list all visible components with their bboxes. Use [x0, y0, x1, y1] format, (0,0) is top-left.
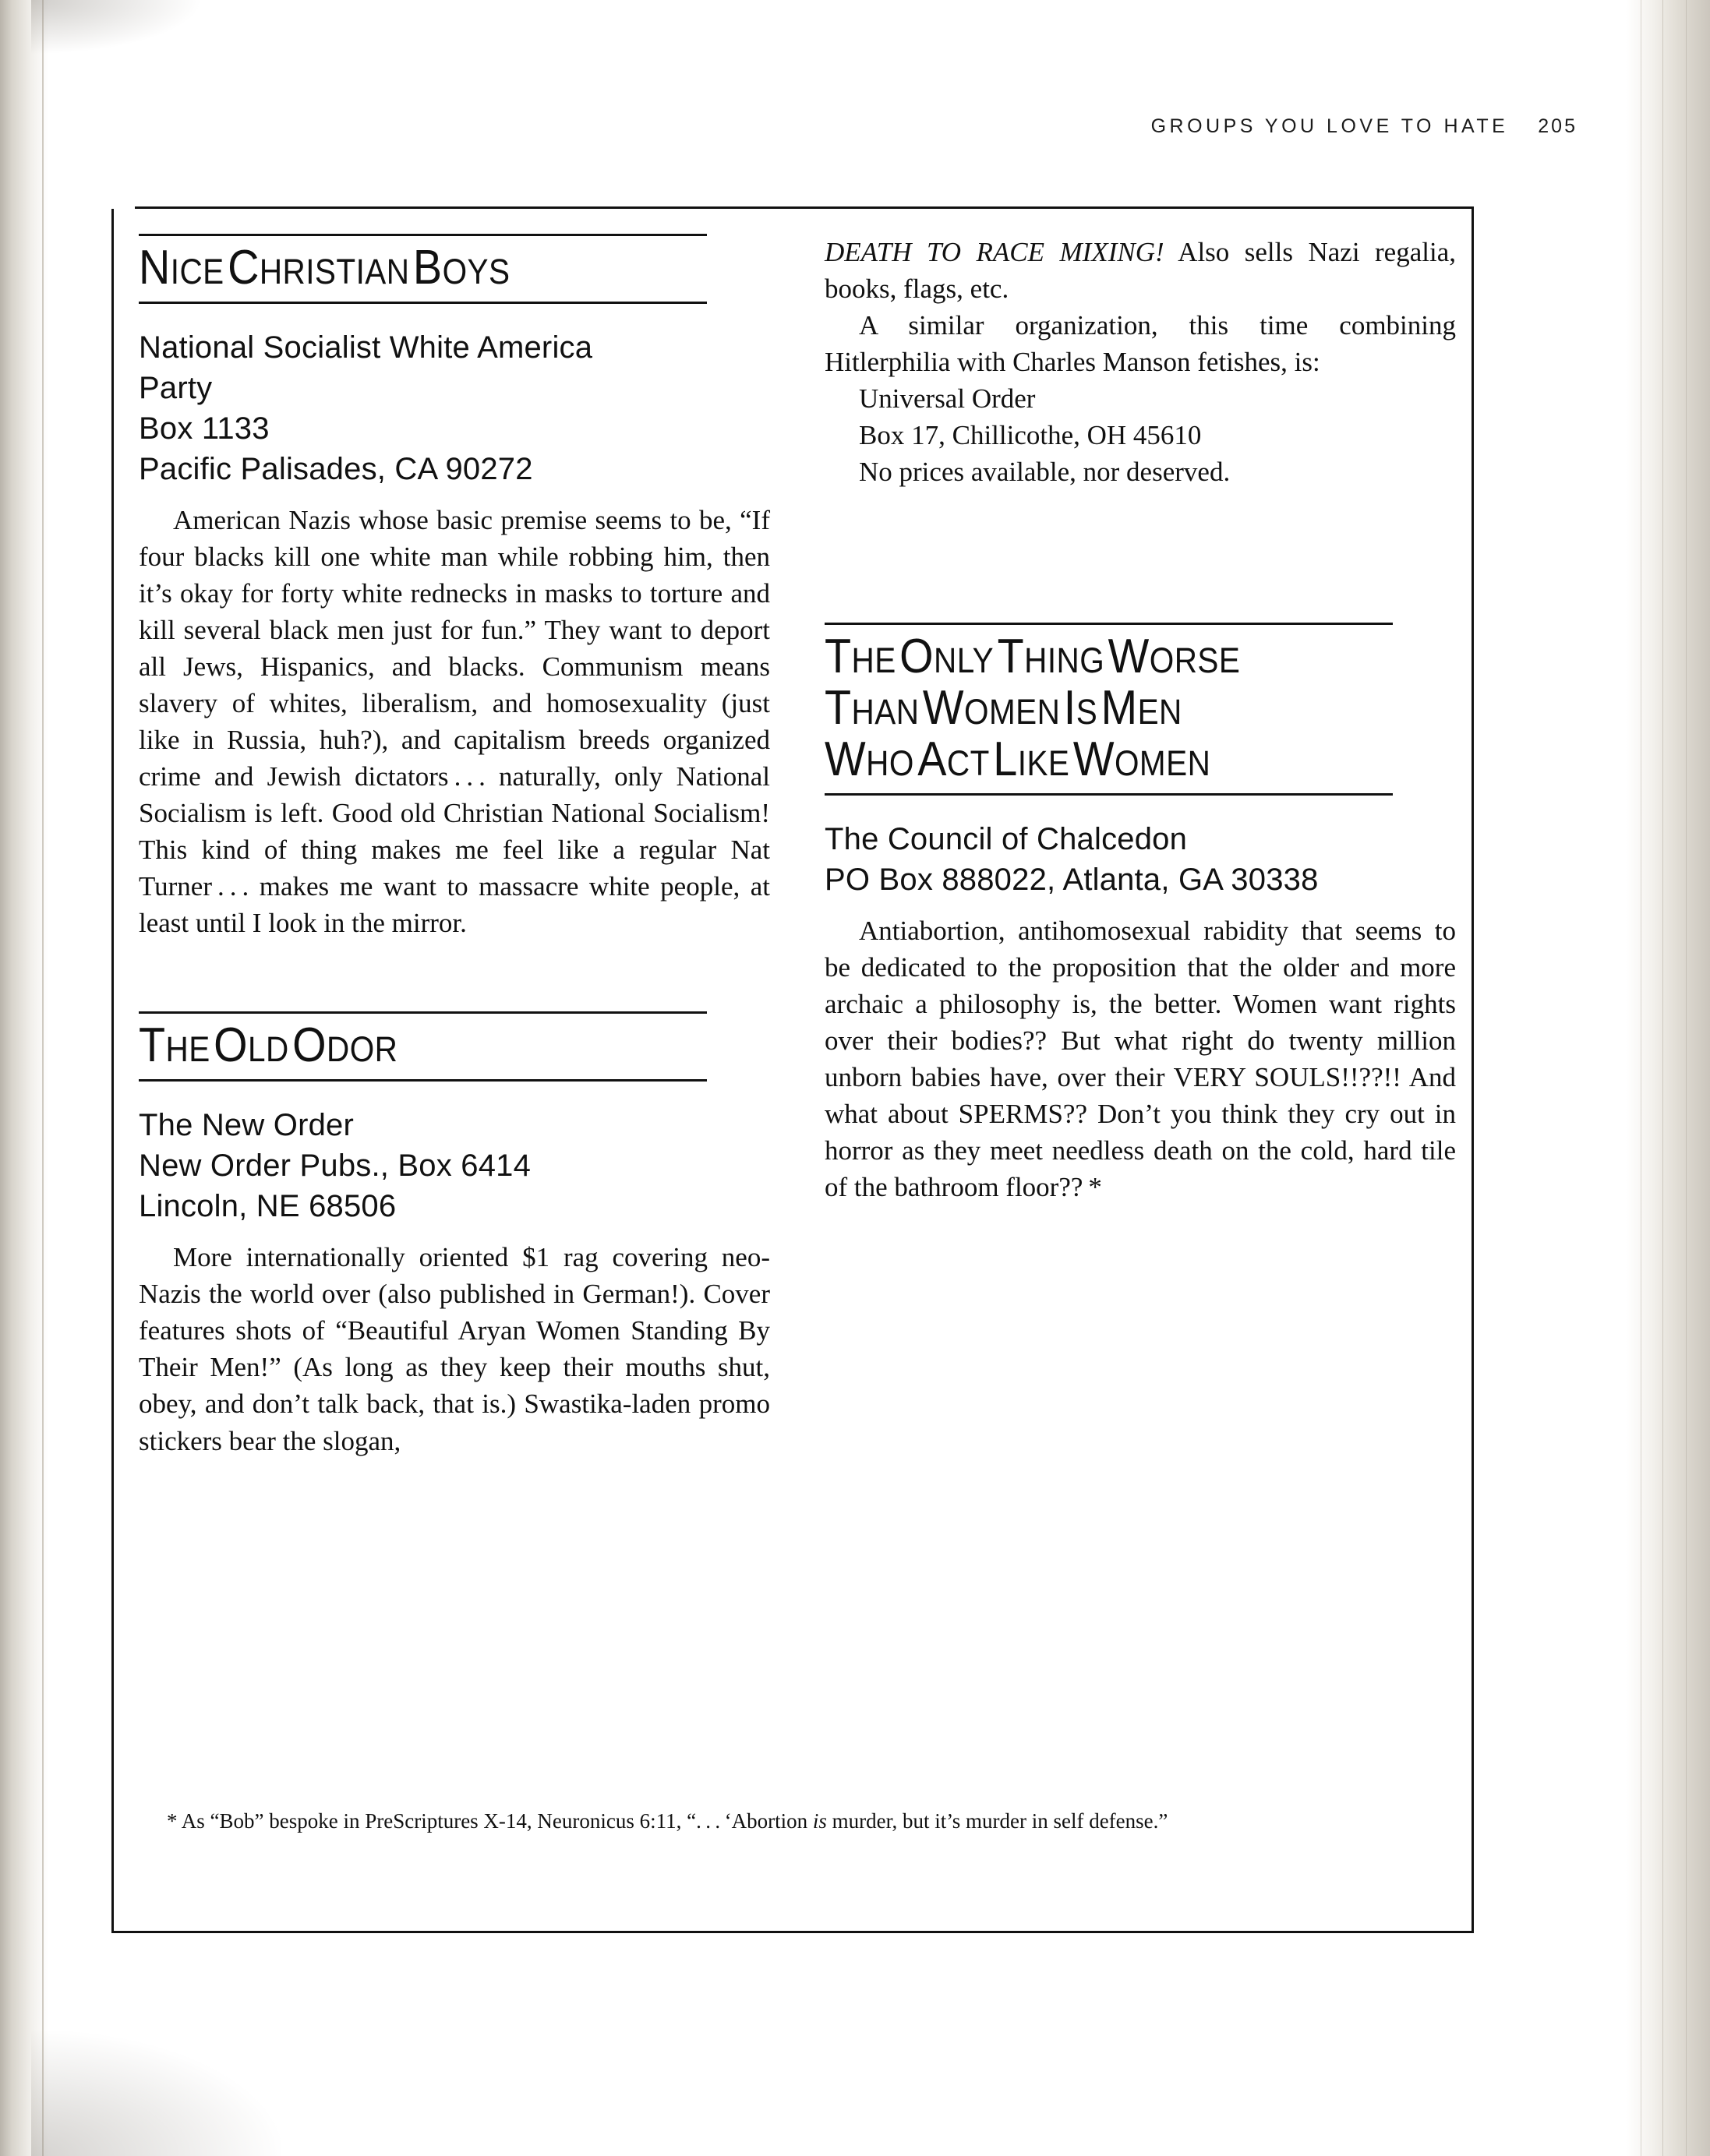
- heading-word-rest: HE: [165, 1029, 210, 1070]
- address-line: The Council of Chalcedon: [825, 821, 1188, 856]
- body-text-run: More internationally oriented $1 rag covering neo-Nazis the world over (also published in German!). Cover features shots of “Beautiful Aryan Women Standing By Their Men!” (As long as they keep their mouths shut, obey, and don’t talk back, that is.) Swastika-laden promo stickers bear the slogan,: [139, 1242, 770, 1456]
- page-edge-line-2: [1662, 0, 1663, 2156]
- entry-heading-only-thing-worse: [825, 623, 1393, 795]
- heading-word-initial: B: [412, 241, 443, 295]
- heading-line: THAN WOMEN IS MEN: [825, 681, 1182, 736]
- entry-heading-the-old-odor: [139, 1011, 707, 1082]
- binding-fold-line: [42, 0, 44, 2156]
- footnote: [139, 1806, 1442, 1837]
- entry-address-the-old-odor: [139, 1105, 770, 1226]
- heading-line: WHO ACT LIKE WOMEN: [825, 732, 1211, 786]
- heading-word-rest: LD: [248, 1029, 289, 1070]
- heading-word-initial: O: [214, 1018, 249, 1073]
- entry-address-council-of-chalcedon: [825, 819, 1456, 900]
- address-line: PO Box 888022, Atlanta, GA 30338: [825, 862, 1319, 897]
- heading-word-rest: DOR: [327, 1029, 398, 1070]
- heading-word-rest: OYS: [442, 252, 511, 291]
- running-head-title: GROUPS YOU LOVE TO HATE: [1150, 115, 1509, 137]
- page-binding-shadow: [0, 0, 48, 2156]
- address-line: Box 1133: [139, 411, 270, 446]
- entry-heading-nice-christian-boys: [139, 234, 707, 304]
- text-columns: [139, 234, 1456, 1901]
- entry-body-paragraph-part-1: [139, 1239, 770, 1459]
- entry-body-continuation: [825, 234, 1456, 307]
- page-edge-right: [1626, 0, 1710, 2156]
- body-italic-run: DEATH TO RACE MIXING!: [825, 237, 1164, 267]
- page-corner-shadow-top: [31, 0, 203, 55]
- page-number: 205: [1538, 115, 1578, 137]
- heading-word-initial: C: [228, 241, 260, 295]
- entry-body-paragraph: Antiabortion, antihomosexual rabidity that seems to be dedicated to the proposition that the older and more archaic a philosophy is, the better. Women want rights over their bodies?? But what right do twenty million unborn babies have, over their VERY SOULS!!??!! And what about SPERMS?? Don’t you think they cry out in horror as they meet needless death on the cold, hard tile of the bathroom floor?? *: [825, 915, 1456, 1203]
- address-line: Party: [139, 370, 213, 405]
- address-line: Universal Order: [859, 383, 1036, 415]
- heading-word-rest: HRISTIAN: [259, 252, 410, 291]
- address-line: Pacific Palisades, CA 90272: [139, 451, 533, 486]
- page-corner-shadow-bottom: [31, 2031, 281, 2156]
- footnote-italic-word: is: [812, 1809, 827, 1833]
- address-line: Box 17, Chillicothe, OH 45610: [859, 420, 1202, 451]
- heading-word-rest: ICE: [170, 252, 224, 291]
- footnote-marker: *: [167, 1809, 178, 1833]
- entry-body-paragraph: American Nazis whose basic premise seems to be, “If four blacks kill one white man while robbing him, then it’s okay for forty white rednecks in masks to torture and kill several black men just for fun.” They want to deport all Jews, Hispanics, and blacks. Communism means slavery of whites, liberalism, and homosexuality (just like in Russia, huh?), and capitalism breeds organized crime and Jewish dictators . . . naturally, only National Socialism is left. Good old Christian National Socialism! This kind of thing makes me feel like a regular Nat Turner . . . makes me want to massacre white people, at least until I look in the mirror.: [139, 504, 770, 939]
- address-line: New Order Pubs., Box 6414: [139, 1149, 532, 1184]
- running-head: [1151, 115, 1578, 138]
- footnote-text-before: As “Bob” bespoke in PreScriptures X-14, Neuronicus 6:11, “. . . ‘Abortion: [177, 1809, 813, 1833]
- address-line: National Socialist White America: [139, 330, 593, 365]
- heading-word-initial: T: [139, 1018, 166, 1073]
- frame-notch: [111, 206, 135, 209]
- sub-entry-address: [825, 380, 1456, 490]
- column-right: [825, 234, 1456, 1205]
- address-line: No prices available, nor deserved.: [859, 457, 1231, 488]
- footnote-text-after: murder, but it’s murder in self defense.”: [826, 1809, 1168, 1833]
- heading-line: THE ONLY THING WORSE: [825, 630, 1241, 684]
- heading-word-initial: O: [292, 1018, 327, 1073]
- entry-address-nice-christian-boys: [139, 327, 770, 489]
- address-line: Lincoln, NE 68506: [139, 1189, 397, 1224]
- body-text-run: Also sells Nazi regalia, books, flags, etc.: [825, 237, 1456, 305]
- entry-body-paragraph-2: A similar organization, this time combining Hitlerphilia with Charles Manson fetishes, is:: [825, 310, 1456, 378]
- column-left: [139, 234, 770, 1459]
- address-line: The New Order: [139, 1108, 355, 1143]
- heading-word-initial: N: [139, 241, 171, 295]
- page-edge-line-3: [1686, 0, 1687, 2156]
